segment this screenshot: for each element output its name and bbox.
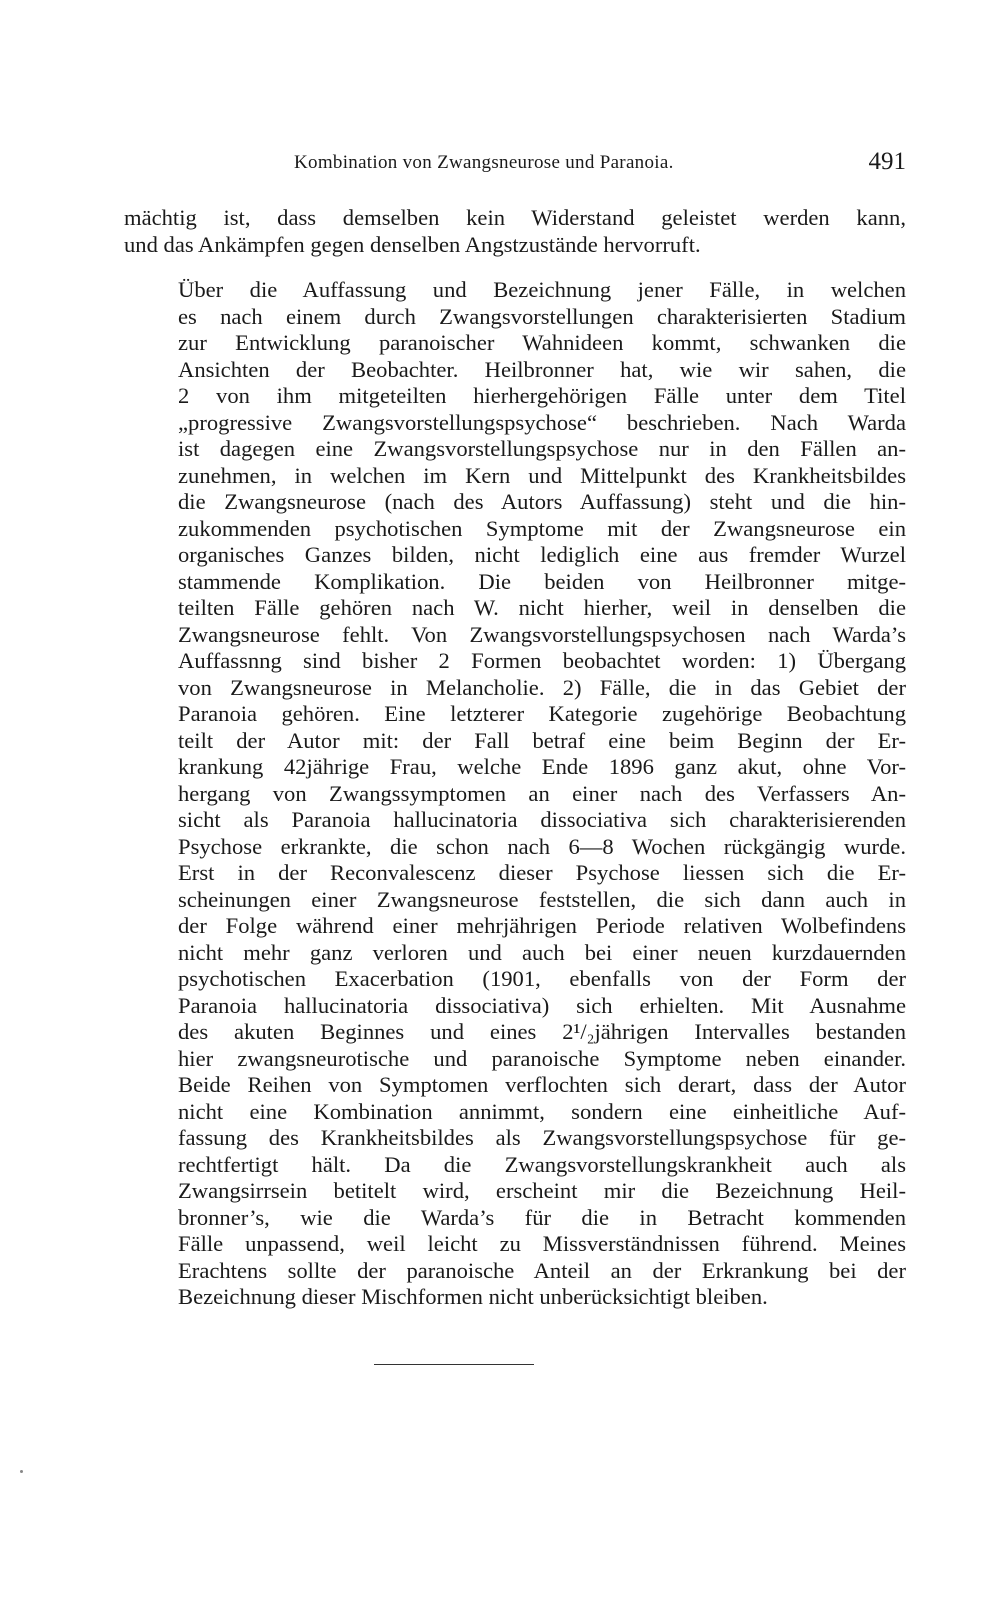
text-line: und das Ankämpfen gegen denselben Angstzustände hervorruft. [124,231,701,257]
text-line: ist dagegen eine Zwangsvorstellungspsychose nur in den Fällen an- [178,436,906,461]
text-line: 2 von ihm mitgeteilten hierhergehörigen Fälle unter dem Titel [178,383,906,408]
text-line: zunehmen, in welchen im Kern und Mittelpunkt des Krankheitsbildes [178,462,906,488]
text-line: von Zwangsneurose in Melancholie. 2) Fälle, die in das Gebiet der [178,674,906,700]
text-line: Erachtens sollte der paranoische Anteil an der Erkrankung bei der [178,1257,906,1283]
text-line: Auffassnng sind bisher 2 Formen beobachtet worden: 1) Übergang [178,648,906,673]
text-line: fassung des Krankheitsbildes als Zwangsvorstellungspsychose für ge- [178,1125,906,1150]
page-header [124,148,906,186]
text-line: Fälle unpassend, weil leicht zu Missverständnissen führend. Meines [178,1231,906,1256]
text-line: organisches Ganzes bilden, nicht lediglich eine aus fremder Wurzel [178,542,906,567]
text-line: Über die Auffassung und Bezeichnung jener Fälle, in welchen [178,277,906,302]
end-rule [374,1364,534,1365]
text-line: psychotischen Exacerbation (1901, ebenfalls von der Form der [178,966,906,991]
scan-speck [20,1470,23,1473]
running-head: Kombination von Zwangsneurose und Paranoia. [294,152,674,173]
text-line: zur Entwicklung paranoischer Wahnideen kommt, schwanken die [178,330,906,355]
text-line: Zwangsirrsein betitelt wird, erscheint mir die Bezeichnung Heil- [178,1178,906,1203]
text-line: mächtig ist, dass demselben kein Widerstand geleistet werden kann, [124,205,906,230]
text-line: „progressive Zwangsvorstellungspsychose“ beschrieben. Nach Warda [178,409,906,435]
text-line: des akuten Beginnes und eines 2¹/₂jährigen Intervalles bestanden [178,1019,906,1044]
text-line: Beide Reihen von Symptomen verflochten sich derart, dass der Autor [178,1072,906,1097]
paragraph-2 [124,277,906,1311]
text-line: Ansichten der Beobachter. Heilbronner hat, wie wir sahen, die [178,356,906,382]
text-line: bronner’s, wie die Warda’s für die in Betracht kommenden [178,1204,906,1230]
text-line: hier zwangsneurotische und paranoische Symptome neben einander. [178,1045,906,1071]
text-line: teilt der Autor mit: der Fall betraf eine beim Beginn der Er- [178,727,906,753]
body-text [124,205,906,1311]
text-line: sicht als Paranoia hallucinatoria dissociativa sich charakterisierenden [178,807,906,832]
text-line: scheinungen einer Zwangsneurose feststellen, die sich dann auch in [178,886,906,912]
text-line: es nach einem durch Zwangsvorstellungen charakterisierten Stadium [178,303,906,329]
text-line: nicht eine Kombination annimmt, sondern eine einheitliche Auf- [178,1098,906,1124]
text-line: Erst in der Reconvalescenz dieser Psychose liessen sich die Er- [178,860,906,885]
text-line: zukommenden psychotischen Symptome mit der Zwangsneurose ein [178,515,906,541]
text-line: Paranoia hallucinatoria dissociativa) sich erhielten. Mit Ausnahme [178,992,906,1018]
text-line: teilten Fälle gehören nach W. nicht hierher, weil in denselben die [178,595,906,620]
paragraph-1 [124,205,906,258]
page-number: 491 [868,148,906,175]
text-line: krankung 42jährige Frau, welche Ende 1896 ganz akut, ohne Vor- [178,754,906,779]
text-line: Paranoia gehören. Eine letzterer Kategorie zugehörige Beobachtung [178,701,906,726]
text-line: die Zwangsneurose (nach des Autors Auffassung) steht und die hin- [178,489,906,514]
text-line: stammende Komplikation. Die beiden von Heilbronner mitge- [178,568,906,594]
text-line: Zwangsneurose fehlt. Von Zwangsvorstellungspsychosen nach Warda’s [178,621,906,647]
text-line: rechtfertigt hält. Da die Zwangsvorstellungskrankheit auch als [178,1151,906,1177]
text-line: Psychose erkrankte, die schon nach 6—8 Wochen rückgängig wurde. [178,833,906,859]
text-line: Bezeichnung dieser Mischformen nicht unberücksichtigt bleiben. [178,1284,768,1309]
text-line: hergang von Zwangssymptomen an einer nach des Verfassers An- [178,780,906,806]
text-line: der Folge während einer mehrjährigen Periode relativen Wolbefindens [178,913,906,938]
text-line: nicht mehr ganz verloren und auch bei einer neuen kurzdauernden [178,939,906,965]
